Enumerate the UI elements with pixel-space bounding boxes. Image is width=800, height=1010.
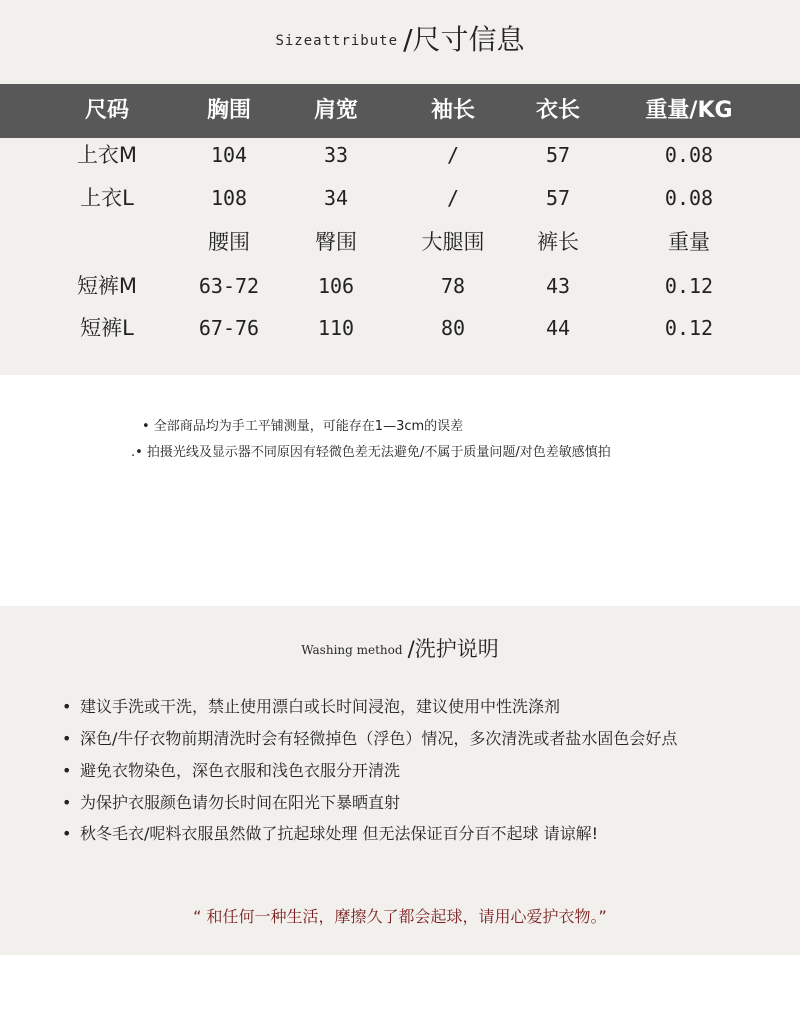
header-chest: 胸围 (206, 98, 252, 123)
sleeve-cell: / (446, 186, 460, 210)
size-cell: 短裤L (80, 316, 134, 340)
thigh-cell: 80 (440, 316, 466, 340)
size-table-header (0, 84, 800, 138)
header-length: 衣长 (535, 98, 581, 123)
list-item (62, 758, 400, 781)
bullet-icon: • (62, 697, 72, 716)
chest-cell: 104 (210, 143, 248, 167)
thigh-cell: 78 (440, 274, 466, 298)
header-weight: 重量/KG (645, 98, 733, 123)
header-shoulder: 肩宽 (313, 98, 359, 123)
length-cell: 57 (545, 143, 571, 167)
size-title-en: Sizeattribute (275, 33, 399, 49)
size-cell: 上衣L (80, 186, 134, 210)
subheader-pants-length: 裤长 (537, 230, 579, 254)
measurement-note: • 全部商品均为手工平铺测量，可能存在1—3cm的误差 (142, 419, 464, 434)
list-item (62, 694, 560, 717)
shoulder-cell: 33 (323, 143, 349, 167)
header-size: 尺码 (84, 98, 130, 123)
size-title (0, 18, 800, 58)
list-item (62, 726, 677, 749)
length-cell: 57 (545, 186, 571, 210)
sleeve-cell: / (446, 143, 460, 167)
subheader-waist: 腰围 (208, 230, 250, 254)
care-quote: “ 和任何一种生活，摩擦久了都会起球，请用心爱护衣物。” (193, 907, 607, 926)
table-row (0, 308, 800, 348)
list-item-text: 为保护衣服颜色请勿长时间在阳光下暴晒直射 (80, 793, 401, 812)
weight-cell: 0.08 (664, 186, 714, 210)
shoulder-cell: 34 (323, 186, 349, 210)
table-subheader-row (0, 222, 800, 262)
pants-length-cell: 43 (545, 274, 571, 298)
waist-cell: 67-76 (198, 316, 260, 340)
hip-cell: 110 (317, 316, 355, 340)
list-item (62, 790, 400, 813)
subheader-thigh: 大腿围 (421, 230, 485, 254)
bullet-icon: • (62, 729, 72, 748)
pants-length-cell: 44 (545, 316, 571, 340)
washing-title-cn: /洗护说明 (407, 637, 499, 661)
table-row (0, 135, 800, 175)
list-item-text: 深色/牛仔衣物前期清洗时会有轻微掉色（浮色）情况，多次清洗或者盐水固色会好点 (80, 729, 678, 748)
header-sleeve: 袖长 (430, 98, 476, 123)
washing-title-en: Washing method (301, 643, 403, 657)
list-item-text: 建议手洗或干洗，禁止使用漂白或长时间浸泡，建议使用中性洗涤剂 (80, 697, 561, 716)
weight-cell: 0.12 (664, 274, 714, 298)
size-cell: 短裤M (76, 274, 138, 298)
waist-cell: 63-72 (198, 274, 260, 298)
list-item-text: 秋冬毛衣/呢料衣服虽然做了抗起球处理 但无法保证百分百不起球 请谅解! (80, 824, 598, 843)
bullet-icon: • (62, 793, 72, 812)
hip-cell: 106 (317, 274, 355, 298)
color-note: .• 拍摄光线及显示器不同原因有轻微色差无法避免/不属于质量问题/对色差敏感慎拍 (131, 445, 611, 460)
size-title-cn: /尺寸信息 (403, 23, 525, 56)
list-item-text: 避免衣物染色，深色衣服和浅色衣服分开清洗 (80, 761, 401, 780)
subheader-weight: 重量 (668, 230, 710, 254)
bullet-icon: • (62, 824, 72, 843)
list-item (62, 821, 598, 844)
subheader-hip: 臀围 (315, 230, 357, 254)
bullet-icon: • (62, 761, 72, 780)
washing-section (0, 606, 800, 955)
chest-cell: 108 (210, 186, 248, 210)
weight-cell: 0.08 (664, 143, 714, 167)
size-section (0, 0, 800, 375)
washing-title (0, 633, 800, 663)
table-row (0, 178, 800, 218)
weight-cell: 0.12 (664, 316, 714, 340)
size-cell: 上衣M (76, 143, 138, 167)
table-row (0, 266, 800, 306)
